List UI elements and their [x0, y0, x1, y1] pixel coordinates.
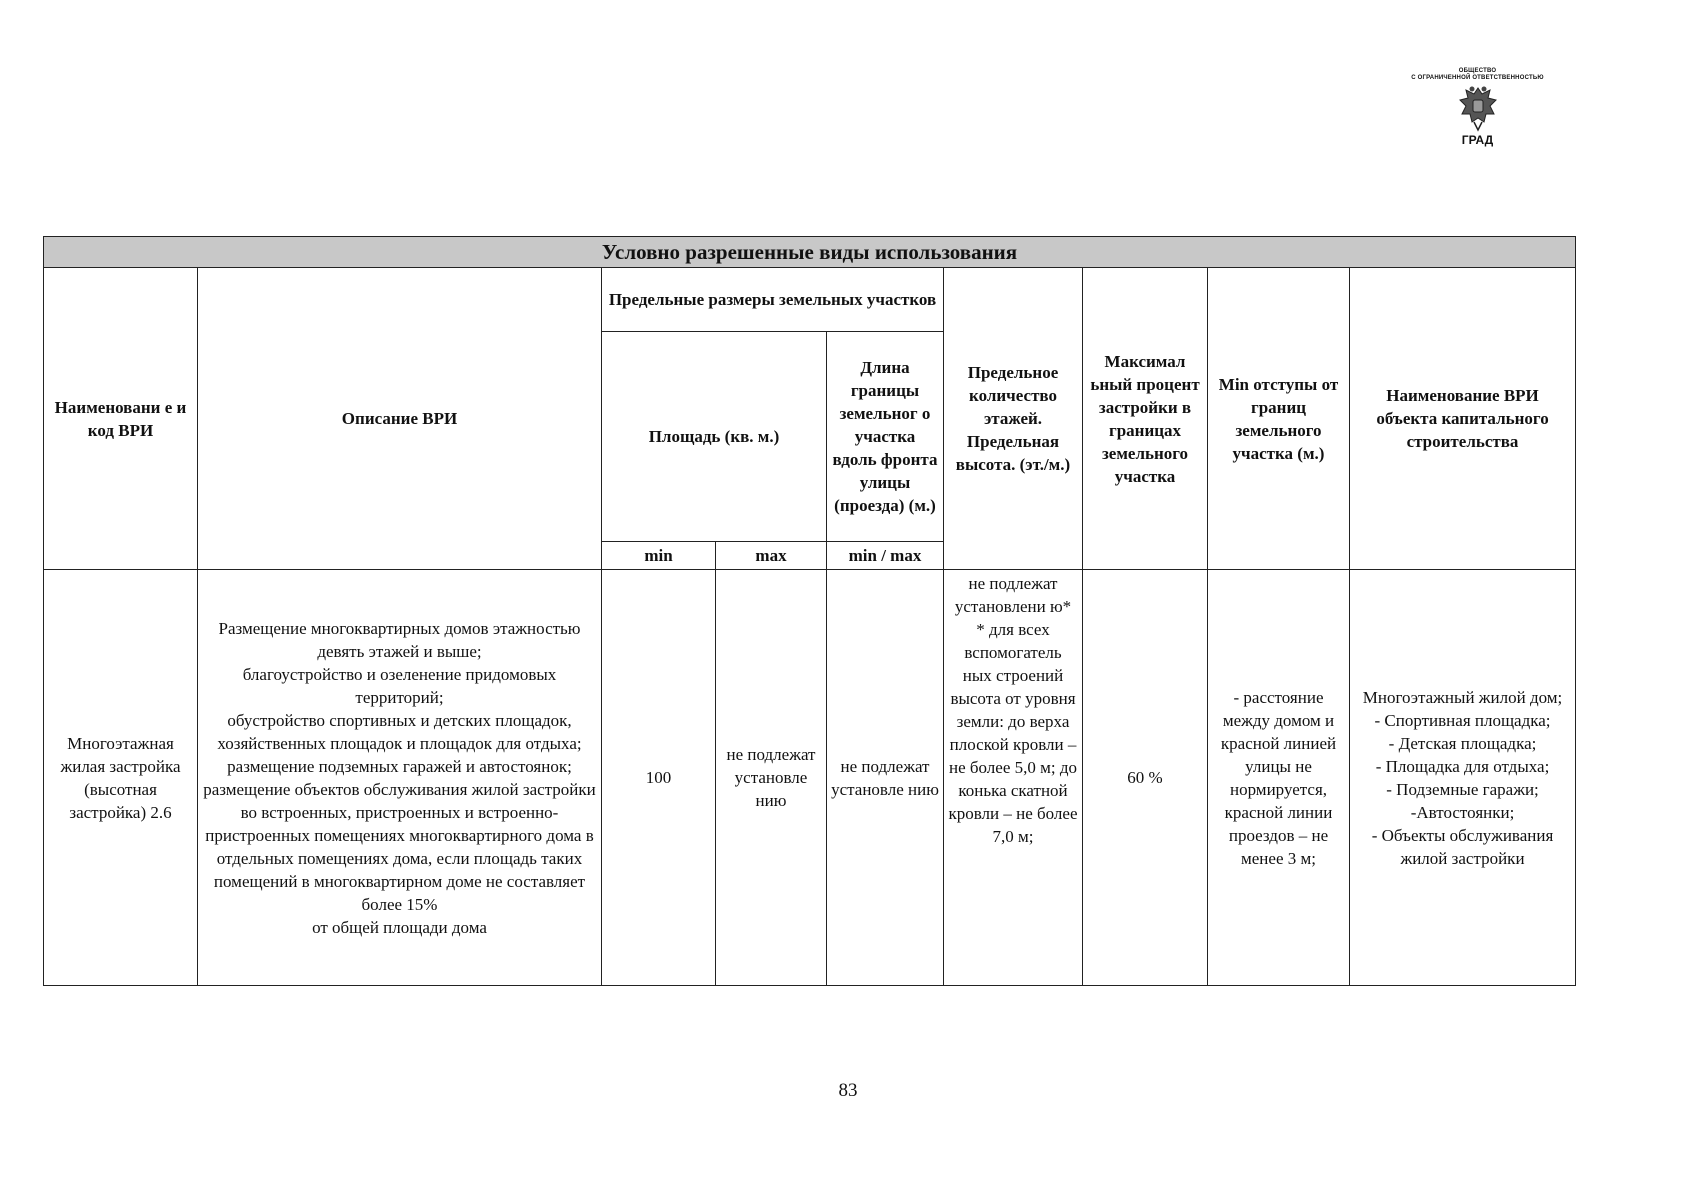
header-front-length: Длина границы земельног о участка вдоль фронта улицы (проезда) (м.): [827, 332, 944, 542]
cell-area-max: не подлежат установле нию: [716, 570, 827, 986]
cell-max-percent: 60 %: [1083, 570, 1208, 986]
cell-name-code: Многоэтажная жилая застройка (высотная застройка) 2.6: [44, 570, 198, 986]
header-description: Описание ВРИ: [198, 268, 602, 570]
header-limits-group: Предельные размеры земельных участков: [602, 268, 944, 332]
header-min-max: min / max: [827, 542, 944, 570]
header-object-name: Наименование ВРИ объекта капитального строительства: [1350, 268, 1576, 570]
header-max: max: [716, 542, 827, 570]
cell-object-name: Многоэтажный жилой дом; - Спортивная площадка; - Детская площадка; - Площадка для отдыха; - Подземные гаражи; -Автостоянки; - Объекты обслуживания жилой застройки: [1350, 570, 1576, 986]
header-floors-height: Предельное количество этажей. Предельная высота. (эт./м.): [944, 268, 1083, 570]
header-min-setbacks: Min отступы от границ земельного участка (м.): [1208, 268, 1350, 570]
eagle-emblem-icon: [1456, 84, 1500, 132]
header-name-code: Наименовани е и код ВРИ: [44, 268, 198, 570]
company-logo: [1395, 68, 1560, 147]
cell-min-setbacks: - расстояние между домом и красной линией улицы не нормируется, красной линии проездов – не менее 3 м;: [1208, 570, 1350, 986]
permitted-uses-table: [43, 236, 1576, 986]
logo-org-text-line1: ОБЩЕСТВО: [1458, 68, 1497, 74]
logo-brand-text: ГРАД: [1461, 133, 1494, 147]
cell-area-min: 100: [602, 570, 716, 986]
table-row: [44, 570, 1576, 986]
logo-org-text-line2: С ОГРАНИЧЕННОЙ ОТВЕТСТВЕННОСТЬЮ: [1411, 75, 1544, 81]
page-number: 83: [838, 1080, 858, 1101]
cell-floors-height: не подлежат установлени ю* * для всех вспомогатель ных строений высота от уровня земли: до верха плоской кровли – не более 5,0 м; до конька скатной кровли – не более 7,0 м;: [944, 570, 1083, 986]
header-area: Площадь (кв. м.): [602, 332, 827, 542]
header-min: min: [602, 542, 716, 570]
cell-front-length: не подлежат установле нию: [827, 570, 944, 986]
cell-description: Размещение многоквартирных домов этажностью девять этажей и выше; благоустройство и озеленение придомовых территорий; обустройство спортивных и детских площадок, хозяйственных площадок и площадок для отдыха; размещение подземных гаражей и автостоянок; размещение объектов обслуживания жилой застройки во встроенных, пристроенных и встроенно-пристроенных помещениях многоквартирного дома в отдельных помещениях дома, если площадь таких помещений в многоквартирном доме не составляет более 15% от общей площади дома: [198, 570, 602, 986]
header-max-percent: Максимал ьный процент застройки в границах земельного участка: [1083, 268, 1208, 570]
table-title: Условно разрешенные виды использования: [44, 237, 1576, 268]
